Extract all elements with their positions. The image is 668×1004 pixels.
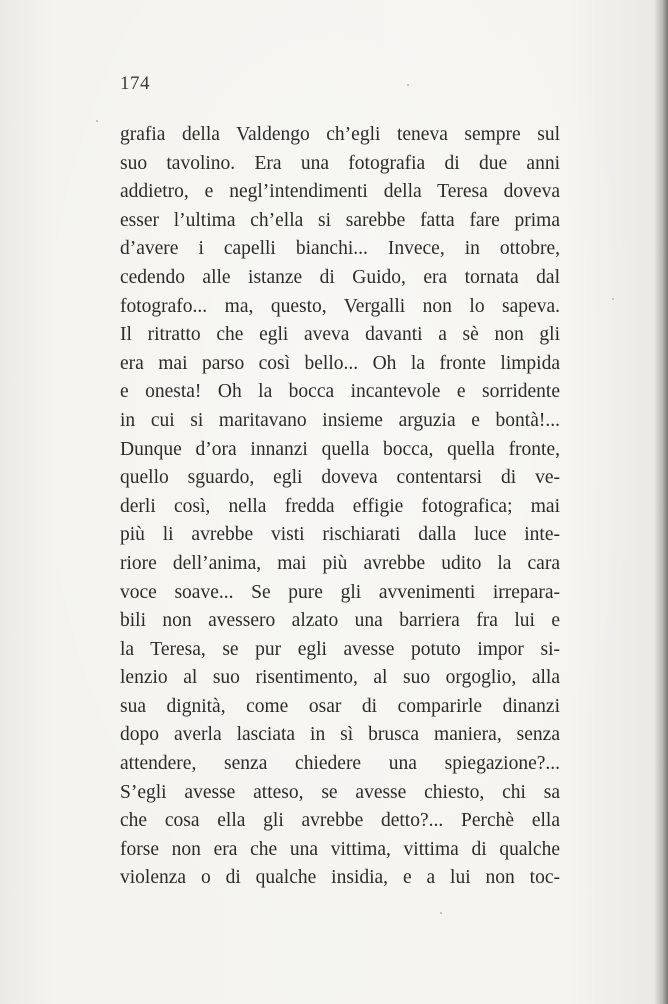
body-text <box>120 121 560 893</box>
text-line: e onesta! Oh la bocca incantevole e sorridente <box>120 381 560 403</box>
text-line: S’egli avesse atteso, se avesse chiesto, chi sa <box>120 781 560 803</box>
paper-speck <box>96 120 98 122</box>
text-line: più li avrebbe visti rischiarati dalla luce inte- <box>120 524 560 546</box>
text-line: fotografo... ma, questo, Vergalli non lo sapeva. <box>120 295 560 317</box>
text-line: Il ritratto che egli aveva davanti a sè non gli <box>120 324 560 346</box>
text-line: forse non era che una vittima, vittima di qualche <box>120 838 560 860</box>
paper-speck <box>612 298 614 300</box>
text-line: sua dignità, come osar di comparirle dinanzi <box>120 695 560 717</box>
paper-speck <box>440 912 442 914</box>
text-line: dopo averla lasciata in sì brusca maniera, senza <box>120 724 560 746</box>
text-line: lenzio al suo risentimento, al suo orgoglio, alla <box>120 667 560 689</box>
text-line: esser l’ultima ch’ella si sarebbe fatta fare prima <box>120 209 560 231</box>
paper-speck <box>407 84 409 86</box>
text-line: grafia della Valdengo ch’egli teneva sempre sul <box>120 124 560 145</box>
text-line: addietro, e negl’intendimenti della Teresa doveva <box>120 181 560 203</box>
text-line: la Teresa, se pur egli avesse potuto impor si- <box>120 638 560 660</box>
text-line: bili non avessero alzato una barriera fra lui e <box>120 610 560 632</box>
text-line: voce soave... Se pure gli avvenimenti irrepara- <box>120 581 560 603</box>
page-edge-shadow <box>654 0 668 1004</box>
text-line: era mai parso così bello... Oh la fronte limpida <box>120 352 560 374</box>
text-line: attendere, senza chiedere una spiegazione?... <box>120 753 560 775</box>
text-line: cedendo alle istanze di Guido, era tornata dal <box>120 266 560 288</box>
page-number: 174 <box>120 73 150 94</box>
text-line: violenza o di qualche insidia, e a lui non toc- <box>120 867 560 889</box>
text-line: in cui si maritavano insieme arguzia e bontà!... <box>120 409 560 431</box>
text-line: Dunque d’ora innanzi quella bocca, quella fronte, <box>120 438 560 460</box>
text-line: riore dell’anima, mai più avrebbe udito la cara <box>120 552 560 574</box>
text-line: derli così, nella fredda effigie fotografica; mai <box>120 495 560 517</box>
text-line: d’avere i capelli bianchi... Invece, in ottobre, <box>120 238 560 260</box>
text-line: quello sguardo, egli doveva contentarsi di ve- <box>120 467 560 489</box>
text-line: suo tavolino. Era una fotografia di due anni <box>120 152 560 174</box>
text-line: che cosa ella gli avrebbe detto?... Perchè ella <box>120 810 560 832</box>
